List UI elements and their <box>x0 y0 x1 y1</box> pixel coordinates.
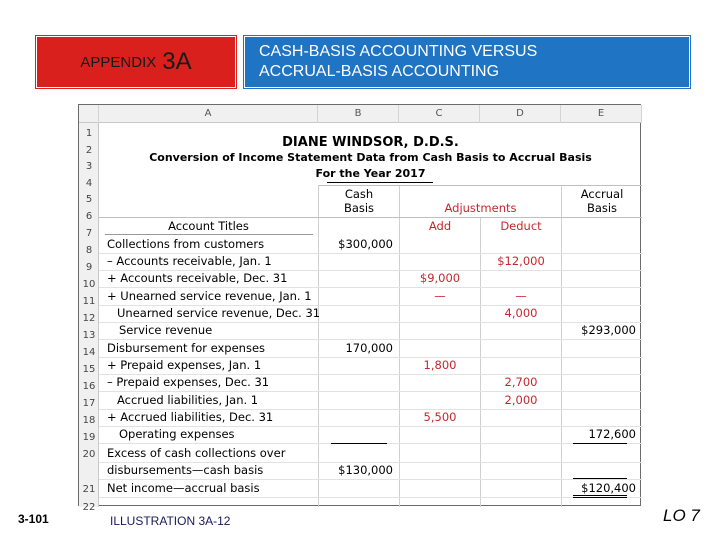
row-number[interactable]: 10 <box>82 279 96 290</box>
table-cell-title[interactable]: – Prepaid expenses, Dec. 31 <box>107 375 270 389</box>
slide-title-line-1: CASH-BASIS ACCOUNTING VERSUS <box>259 43 538 60</box>
table-cell-title[interactable]: + Unearned service revenue, Jan. 1 <box>107 289 312 303</box>
table-cell-title[interactable]: disbursements—cash basis <box>107 463 264 477</box>
header-cash-basis-line-1: Cash <box>344 187 374 201</box>
period-underline <box>327 182 433 183</box>
grid-line <box>399 185 400 507</box>
row-number[interactable]: 22 <box>82 502 96 513</box>
table-cell-cash[interactable]: $130,000 <box>338 463 393 477</box>
table-cell-title[interactable]: Disbursement for expenses <box>107 341 266 355</box>
table-cell-title[interactable]: Service revenue <box>119 323 213 337</box>
grid-line <box>99 287 642 288</box>
table-cell-title[interactable]: – Accounts receivable, Jan. 1 <box>107 254 272 268</box>
table-cell-title[interactable]: Excess of cash collections over <box>107 446 286 460</box>
table-cell-cash[interactable]: 170,000 <box>345 341 393 355</box>
table-cell-title[interactable]: Net income—accrual basis <box>107 481 260 495</box>
table-cell-deduct[interactable]: — <box>515 289 527 303</box>
grid-line <box>99 217 642 218</box>
header-cash-basis-line-2: Basis <box>343 201 375 215</box>
table-cell-deduct[interactable]: 2,000 <box>504 393 538 407</box>
corner-cell <box>79 105 99 123</box>
column-header-a[interactable]: A <box>99 105 318 123</box>
table-cell-accrual[interactable]: 172,600 <box>588 427 636 441</box>
row-number[interactable]: 11 <box>82 296 96 307</box>
accrual-subtotal-underline <box>573 443 627 444</box>
column-header-c[interactable]: C <box>399 105 480 123</box>
table-cell-add[interactable]: $9,000 <box>419 271 461 285</box>
table-cell-cash[interactable]: $300,000 <box>338 237 393 251</box>
appendix-label: APPENDIX <box>80 53 157 71</box>
table-cell-deduct[interactable]: 4,000 <box>504 306 538 320</box>
table-cell-title[interactable]: Collections from customers <box>107 237 265 251</box>
header-add: Add <box>428 219 452 233</box>
row-number[interactable]: 5 <box>85 194 93 205</box>
row-number[interactable]: 3 <box>85 161 93 172</box>
learning-objective: LO 7 <box>663 506 700 525</box>
row-headers <box>79 123 99 513</box>
table-cell-accrual[interactable]: $293,000 <box>581 323 636 337</box>
statement-subtitle: Conversion of Income Statement Data from Cash Basis to Accrual Basis <box>149 151 592 164</box>
table-cell-add[interactable]: 1,800 <box>423 358 457 372</box>
account-titles-underline <box>105 234 313 235</box>
appendix-badge <box>36 36 236 88</box>
cash-total-underline <box>331 443 387 444</box>
grid-line <box>99 339 642 340</box>
row-number[interactable]: 12 <box>82 313 96 324</box>
row-number[interactable]: 15 <box>82 364 96 375</box>
table-cell-title[interactable]: + Prepaid expenses, Jan. 1 <box>107 358 262 372</box>
net-income-double-underline-2 <box>573 497 627 498</box>
grid-line <box>99 391 642 392</box>
header-accrual-basis-line-1: Accrual <box>580 187 624 201</box>
table-cell-deduct[interactable]: $12,000 <box>497 254 545 268</box>
table-cell-add[interactable]: 5,500 <box>423 410 457 424</box>
header-account-titles: Account Titles <box>168 219 249 233</box>
row-number[interactable]: 4 <box>85 178 93 189</box>
net-income-double-underline-1 <box>573 495 627 496</box>
row-number[interactable]: 1 <box>85 128 93 139</box>
row-number[interactable]: 13 <box>82 330 96 341</box>
illustration-caption: ILLUSTRATION 3A-12 <box>110 514 231 528</box>
accrual-total-underline <box>573 478 627 479</box>
table-cell-title[interactable]: Unearned service revenue, Dec. 31 <box>117 306 321 320</box>
spreadsheet <box>78 104 641 513</box>
column-header-e[interactable]: E <box>561 105 642 123</box>
table-cell-title[interactable]: + Accrued liabilities, Dec. 31 <box>107 410 274 424</box>
grid-line <box>99 479 642 480</box>
row-number[interactable]: 20 <box>82 449 96 460</box>
row-number[interactable]: 8 <box>85 245 93 256</box>
row-number[interactable]: 14 <box>82 347 96 358</box>
grid-line <box>99 497 642 498</box>
row-number[interactable]: 18 <box>82 415 96 426</box>
table-cell-title[interactable]: + Accounts receivable, Dec. 31 <box>107 271 288 285</box>
grid-line <box>561 185 562 507</box>
row-number[interactable]: 6 <box>85 211 93 222</box>
table-cell-title[interactable]: Operating expenses <box>119 427 235 441</box>
row-number[interactable]: 19 <box>82 432 96 443</box>
header-deduct: Deduct <box>500 219 542 233</box>
slide-title-line-2: ACCRUAL-BASIS ACCOUNTING <box>259 63 500 80</box>
row-number[interactable]: 21 <box>82 484 96 495</box>
row-number[interactable]: 9 <box>85 262 93 273</box>
row-number[interactable]: 17 <box>82 398 96 409</box>
row-number[interactable]: 7 <box>85 228 93 239</box>
table-cell-title[interactable]: Accrued liabilities, Jan. 1 <box>117 393 259 407</box>
row-number[interactable]: 16 <box>82 381 96 392</box>
table-cell-accrual[interactable]: $120,400 <box>581 481 636 495</box>
table-cell-deduct[interactable]: 2,700 <box>504 375 538 389</box>
header-adjustments: Adjustments <box>444 201 517 215</box>
slide-title <box>244 36 690 88</box>
column-headers <box>79 105 642 123</box>
header-accrual-basis-line-2: Basis <box>586 201 618 215</box>
row-number[interactable]: 2 <box>85 145 93 156</box>
company-name: DIANE WINDSOR, D.D.S. <box>282 135 459 150</box>
column-header-b[interactable]: B <box>318 105 399 123</box>
slide-number: 3-101 <box>18 512 49 526</box>
appendix-number: 3A <box>162 48 192 75</box>
column-header-d[interactable]: D <box>480 105 561 123</box>
statement-period: For the Year 2017 <box>315 167 426 180</box>
grid-line <box>319 185 642 186</box>
table-cell-add[interactable]: — <box>434 289 446 303</box>
